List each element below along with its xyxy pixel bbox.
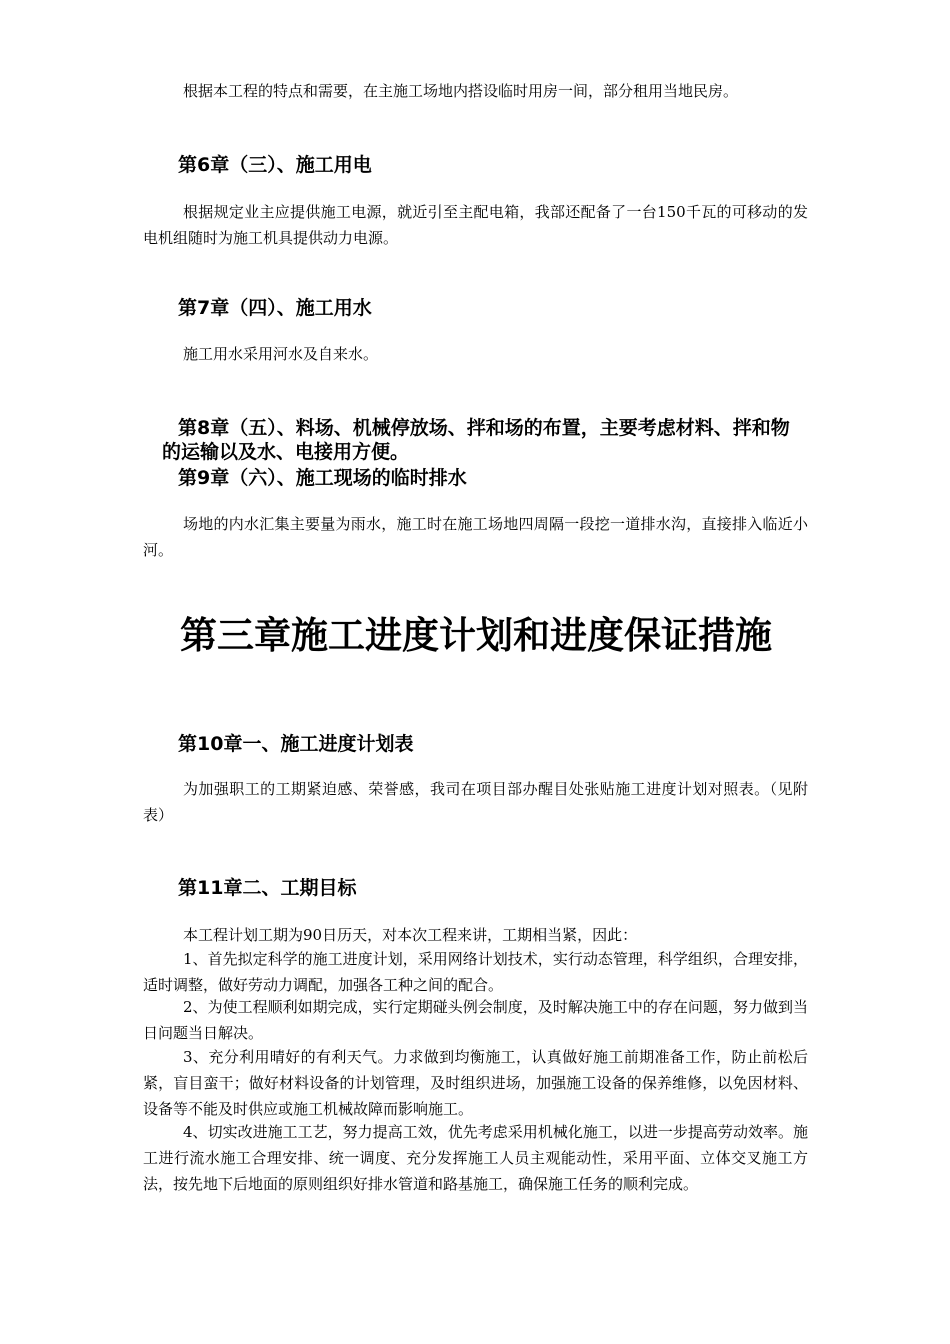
chapter-9-heading: 第9章（六）、施工现场的临时排水 — [178, 467, 467, 489]
part-3-title: 第三章施工进度计划和进度保证措施 — [180, 614, 772, 657]
chapter-7-heading: 第7章（四）、施工用水 — [178, 297, 372, 319]
chapter-6-heading: 第6章（三）、施工用电 — [178, 154, 372, 176]
chapter-10-heading: 第10章一、施工进度计划表 — [178, 733, 414, 755]
chapter-11-item-1: 1、首先拟定科学的施工进度计划，采用网络计划技术，实行动态管理，科学组织，合理安排，适时调整，做好劳动力调配，加强各工种之间的配合。 — [143, 950, 808, 994]
chapter-11-item-3: 3、充分利用晴好的有利天气。力求做到均衡施工，认真做好施工前期准备工作，防止前松后紧，盲目蛮干；做好材料设备的计划管理，及时组织进场，加强施工设备的保养维修，以免因材料、设备等不能及时供应或施工机械故障而影响施工。 — [143, 1048, 808, 1118]
chapter-6-paragraph: 根据规定业主应提供施工电源，就近引至主配电箱，我部还配备了一台150千瓦的可移动的发电机组随时为施工机具提供动力电源。 — [143, 203, 808, 247]
chapter-11-item-2: 2、为使工程顺利如期完成，实行定期碰头例会制度，及时解决施工中的存在问题，努力做到当日问题当日解决。 — [143, 998, 808, 1042]
chapter-8-heading: 第8章（五）、料场、机械停放场、拌和场的布置，主要考虑材料、拌和物的运输以及水、电接用方便。 — [162, 417, 790, 463]
chapter-7-paragraph: 施工用水采用河水及自来水。 — [183, 345, 379, 363]
chapter-9-paragraph: 场地的内水汇集主要量为雨水，施工时在施工场地四周隔一段挖一道排水沟，直接排入临近小河。 — [143, 515, 808, 559]
chapter-11-heading: 第11章二、工期目标 — [178, 877, 357, 899]
chapter-11-intro: 本工程计划工期为90日历天，对本次工程来讲，工期相当紧，因此： — [183, 926, 638, 944]
chapter-11-item-4: 4、切实改进施工工艺，努力提高工效，优先考虑采用机械化施工，以进一步提高劳动效率。施工进行流水施工合理安排、统一调度、充分发挥施工人员主观能动性，采用平面、立体交叉施工方法，按先地下后地面的原则组织好排水管道和路基施工，确保施工任务的顺利完成。 — [143, 1123, 808, 1193]
chapter-10-paragraph: 为加强职工的工期紧迫感、荣誉感，我司在项目部办醒目处张贴施工进度计划对照表。（见附表） — [143, 780, 808, 824]
intro-paragraph: 根据本工程的特点和需要，在主施工场地内搭设临时用房一间，部分租用当地民房。 — [183, 82, 739, 100]
